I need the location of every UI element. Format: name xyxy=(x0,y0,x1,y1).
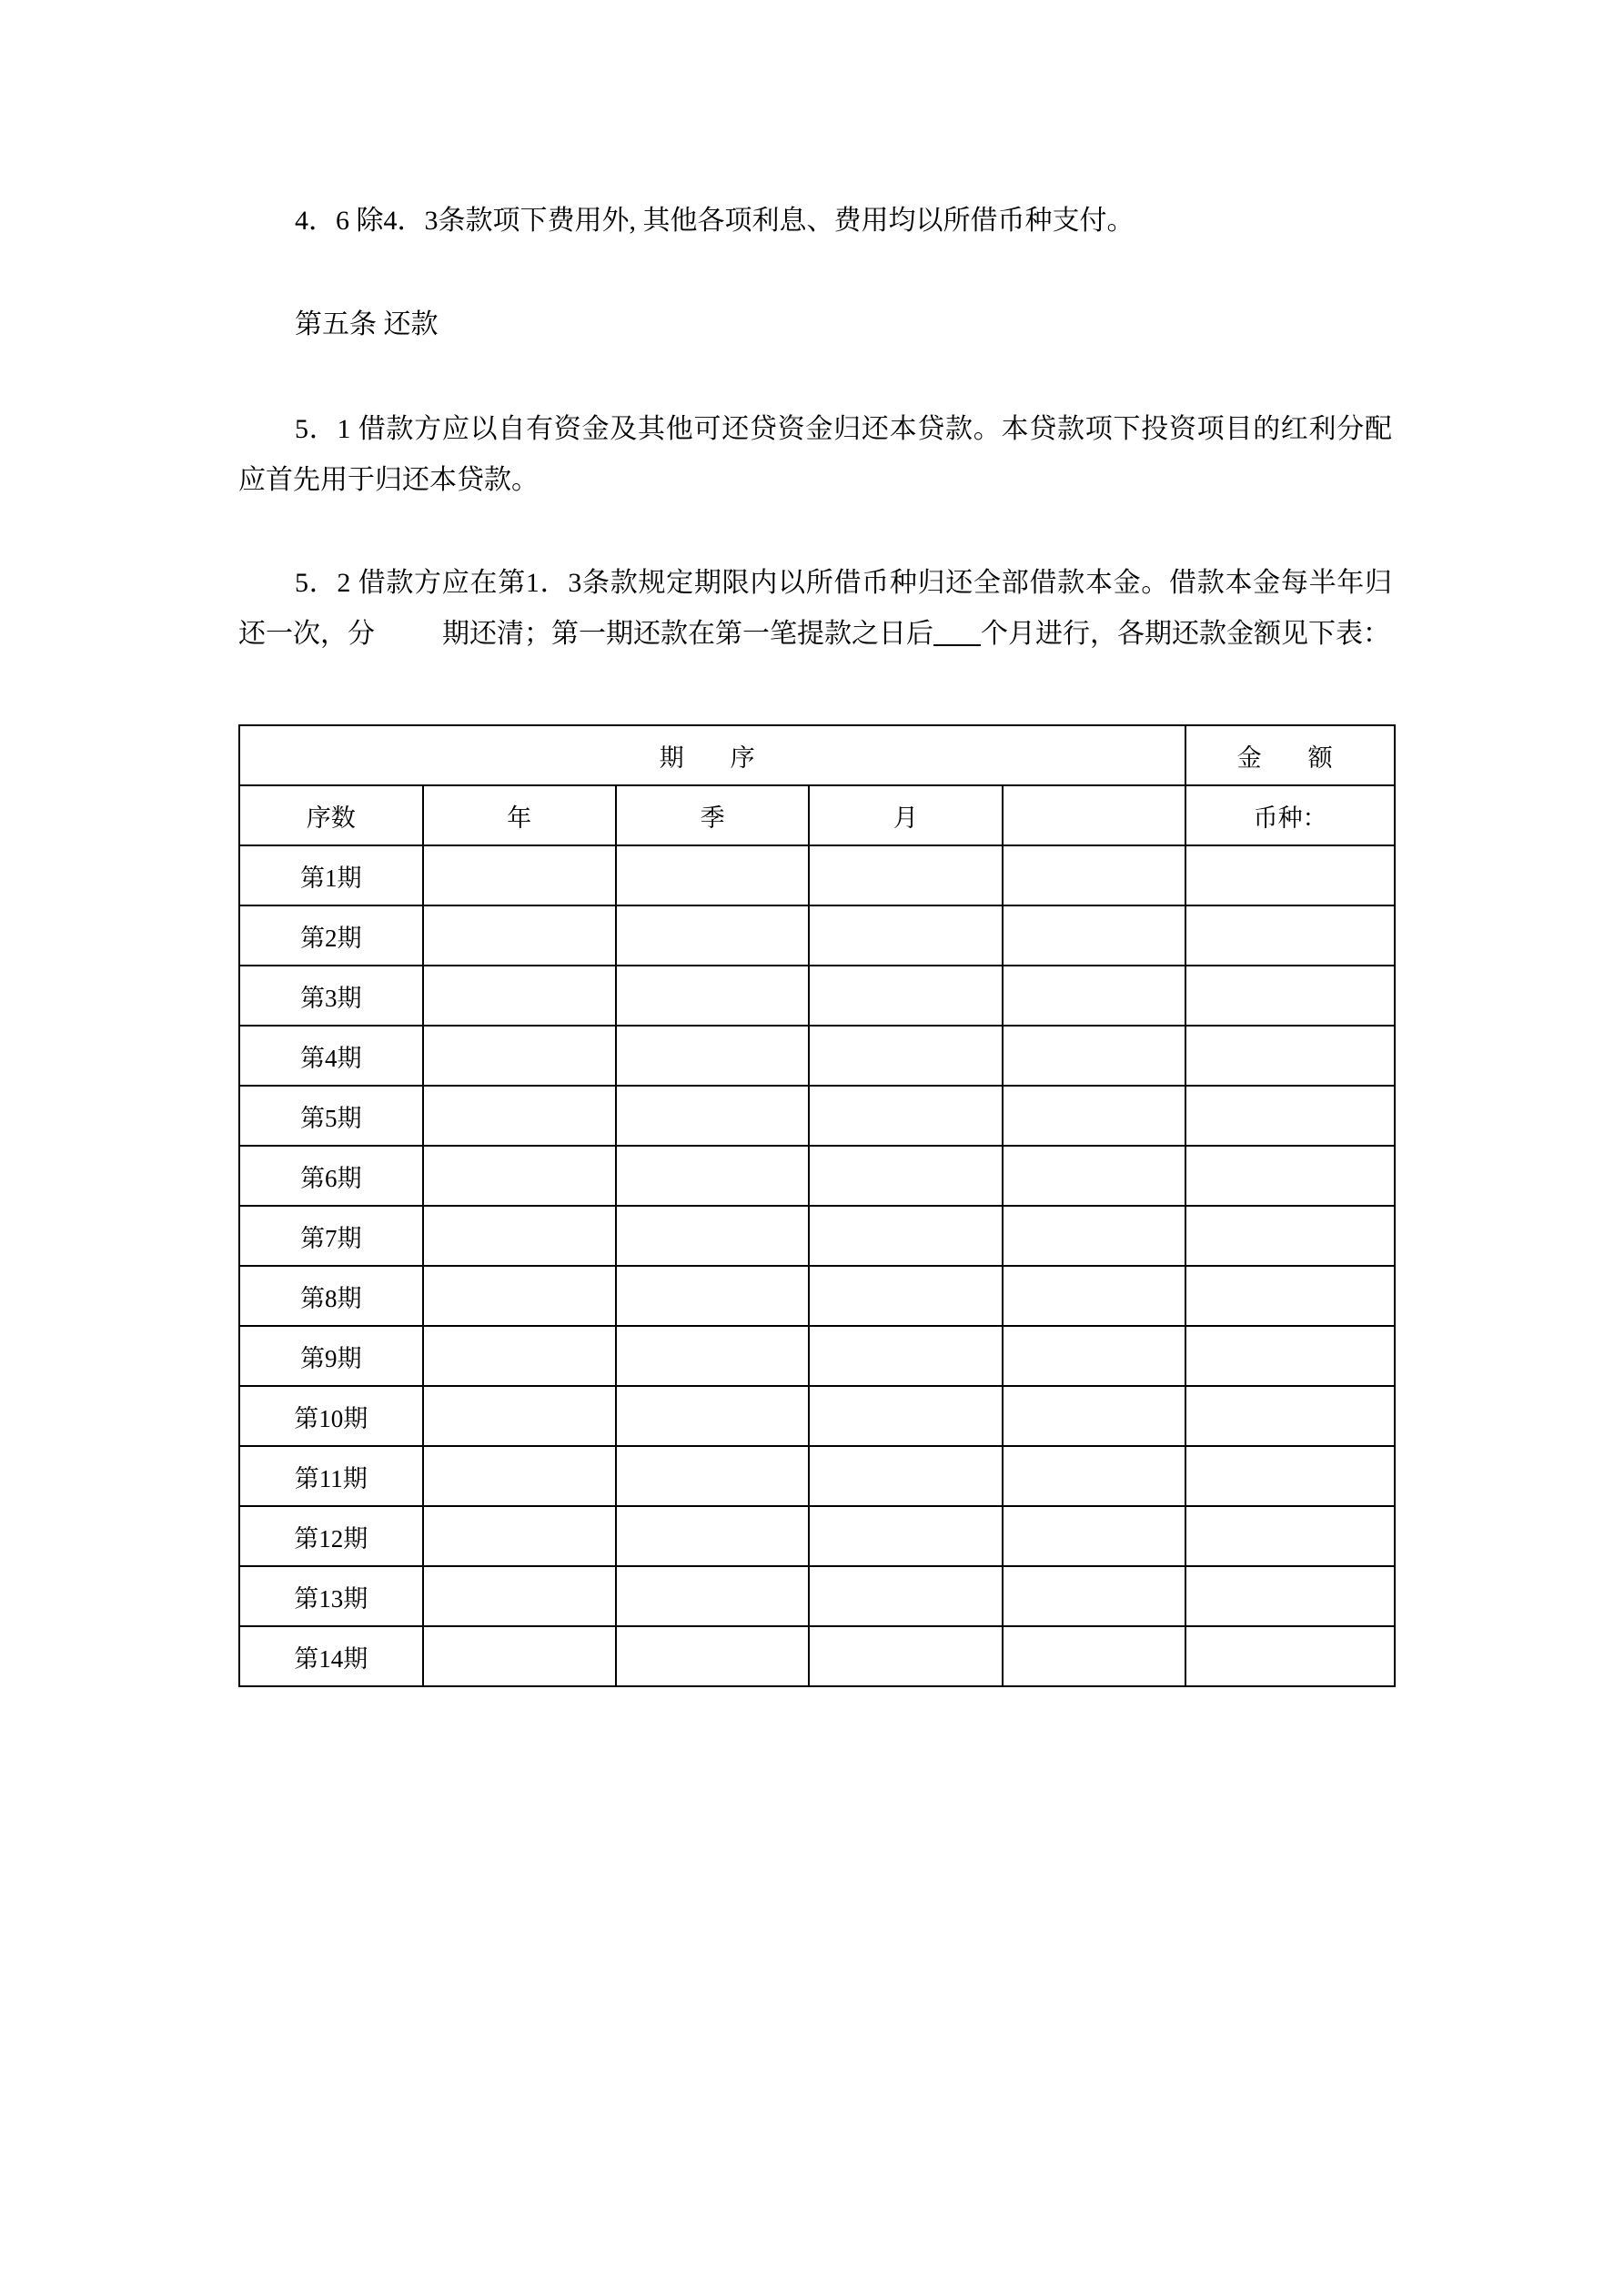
table-row xyxy=(239,1206,1395,1266)
cell-amount[interactable] xyxy=(1185,966,1395,1026)
cell-year[interactable] xyxy=(423,1206,616,1266)
clause-5-2-part2: 期还清；第一期还款在第一笔提款之日后 xyxy=(442,618,933,649)
repayment-schedule-table xyxy=(238,724,1396,1687)
cell-quarter[interactable] xyxy=(616,1566,809,1626)
cell-month[interactable] xyxy=(809,1506,1002,1566)
cell-amount[interactable] xyxy=(1185,1626,1395,1686)
cell-amount[interactable] xyxy=(1185,1086,1395,1146)
row-label: 第5期 xyxy=(239,1086,423,1146)
cell-amount[interactable] xyxy=(1185,1146,1395,1206)
cell-amount[interactable] xyxy=(1185,1566,1395,1626)
cell-year[interactable] xyxy=(423,1146,616,1206)
cell-year[interactable] xyxy=(423,1326,616,1386)
table-row xyxy=(239,1446,1395,1506)
spacer-after-heading xyxy=(238,349,1392,404)
cell-quarter[interactable] xyxy=(616,1626,809,1686)
row-label: 第4期 xyxy=(239,1026,423,1086)
cell-month[interactable] xyxy=(809,1206,1002,1266)
cell-year[interactable] xyxy=(423,966,616,1026)
cell-year[interactable] xyxy=(423,1566,616,1626)
table-row xyxy=(239,966,1395,1026)
blank-fill-months[interactable] xyxy=(933,644,981,646)
table-header-row-top xyxy=(239,725,1395,785)
table-row xyxy=(239,905,1395,966)
cell-quarter[interactable] xyxy=(616,1386,809,1446)
cell-quarter[interactable] xyxy=(616,845,809,905)
table-title-period: 期 序 xyxy=(239,725,1185,785)
cell-extra[interactable] xyxy=(1003,845,1186,905)
table-row xyxy=(239,1626,1395,1686)
column-header-quarter: 季 xyxy=(616,785,809,845)
cell-extra[interactable] xyxy=(1003,1086,1186,1146)
cell-extra[interactable] xyxy=(1003,905,1186,966)
cell-year[interactable] xyxy=(423,905,616,966)
row-label: 第13期 xyxy=(239,1566,423,1626)
table-row xyxy=(239,1506,1395,1566)
row-label: 第1期 xyxy=(239,845,423,905)
column-header-year: 年 xyxy=(423,785,616,845)
table-row xyxy=(239,1026,1395,1086)
table-row xyxy=(239,1566,1395,1626)
cell-amount[interactable] xyxy=(1185,1266,1395,1326)
cell-quarter[interactable] xyxy=(616,1326,809,1386)
cell-month[interactable] xyxy=(809,1266,1002,1326)
cell-extra[interactable] xyxy=(1003,966,1186,1026)
cell-extra[interactable] xyxy=(1003,1326,1186,1386)
cell-month[interactable] xyxy=(809,1026,1002,1086)
cell-amount[interactable] xyxy=(1185,1026,1395,1086)
table-row xyxy=(239,845,1395,905)
clause-5-2-part1: 5．2 借款方应在第1．3条款规定期限内以所借币种归还全部借款本金。借款本金每半年归还一次，分 xyxy=(238,568,1392,649)
cell-month[interactable] xyxy=(809,1446,1002,1506)
clause-5-1: 5．1 借款方应以自有资金及其他可还贷资金归还本贷款。本贷款项下投资项目的红利分配应首先用于归还本贷款。 xyxy=(238,414,1392,495)
cell-amount[interactable] xyxy=(1185,905,1395,966)
table-header-row-columns xyxy=(239,785,1395,845)
cell-month[interactable] xyxy=(809,1146,1002,1206)
cell-month[interactable] xyxy=(809,1566,1002,1626)
column-header-index: 序数 xyxy=(239,785,423,845)
cell-month[interactable] xyxy=(809,1086,1002,1146)
column-header-currency: 币种： xyxy=(1185,785,1395,845)
row-label: 第10期 xyxy=(239,1386,423,1446)
table-title-amount: 金 额 xyxy=(1185,725,1395,785)
cell-quarter[interactable] xyxy=(616,1026,809,1086)
cell-extra[interactable] xyxy=(1003,1026,1186,1086)
cell-amount[interactable] xyxy=(1185,1506,1395,1566)
row-label: 第2期 xyxy=(239,905,423,966)
cell-quarter[interactable] xyxy=(616,1206,809,1266)
table-row xyxy=(239,1326,1395,1386)
cell-year[interactable] xyxy=(423,1266,616,1326)
cell-month[interactable] xyxy=(809,1386,1002,1446)
table-row xyxy=(239,1266,1395,1326)
row-label: 第11期 xyxy=(239,1446,423,1506)
cell-extra[interactable] xyxy=(1003,1566,1186,1626)
cell-month[interactable] xyxy=(809,845,1002,905)
cell-month[interactable] xyxy=(809,966,1002,1026)
cell-quarter[interactable] xyxy=(616,966,809,1026)
cell-extra[interactable] xyxy=(1003,1446,1186,1506)
clause-5-2-part3: 个月进行，各期还款金额见下表： xyxy=(981,618,1390,649)
cell-amount[interactable] xyxy=(1185,1446,1395,1506)
row-label: 第8期 xyxy=(239,1266,423,1326)
row-label: 第14期 xyxy=(239,1626,423,1686)
cell-quarter[interactable] xyxy=(616,905,809,966)
cell-quarter[interactable] xyxy=(616,1446,809,1506)
cell-amount[interactable] xyxy=(1185,1386,1395,1446)
cell-extra[interactable] xyxy=(1003,1626,1186,1686)
cell-year[interactable] xyxy=(423,1446,616,1506)
row-label: 第6期 xyxy=(239,1146,423,1206)
cell-month[interactable] xyxy=(809,1626,1002,1686)
row-label: 第12期 xyxy=(239,1506,423,1566)
row-label: 第7期 xyxy=(239,1206,423,1266)
cell-year[interactable] xyxy=(423,1026,616,1086)
spacer-after-4-6 xyxy=(238,247,1392,299)
clause-4-6: 4．6 除4．3条款项下费用外, 其他各项利息、费用均以所借币种支付。 xyxy=(295,206,1135,236)
cell-year[interactable] xyxy=(423,1626,616,1686)
column-header-month: 月 xyxy=(809,785,1002,845)
cell-amount[interactable] xyxy=(1185,1206,1395,1266)
cell-year[interactable] xyxy=(423,1086,616,1146)
spacer-before-table xyxy=(238,659,1392,724)
section-5-heading: 第五条 还款 xyxy=(295,308,439,339)
cell-extra[interactable] xyxy=(1003,1266,1186,1326)
clause-5-2 xyxy=(238,558,1392,659)
cell-extra[interactable] xyxy=(1003,1206,1186,1266)
table-row xyxy=(239,1386,1395,1446)
cell-extra[interactable] xyxy=(1003,1146,1186,1206)
spacer-after-5-1 xyxy=(238,505,1392,558)
cell-extra[interactable] xyxy=(1003,1386,1186,1446)
table-row xyxy=(239,1146,1395,1206)
cell-amount[interactable] xyxy=(1185,1326,1395,1386)
cell-quarter[interactable] xyxy=(616,1146,809,1206)
cell-month[interactable] xyxy=(809,905,1002,966)
cell-quarter[interactable] xyxy=(616,1086,809,1146)
cell-quarter[interactable] xyxy=(616,1266,809,1326)
cell-year[interactable] xyxy=(423,1506,616,1566)
top-spacer xyxy=(238,0,1392,196)
cell-year[interactable] xyxy=(423,1386,616,1446)
cell-quarter[interactable] xyxy=(616,1506,809,1566)
cell-year[interactable] xyxy=(423,845,616,905)
column-header-extra xyxy=(1003,785,1186,845)
cell-amount[interactable] xyxy=(1185,845,1395,905)
cell-month[interactable] xyxy=(809,1326,1002,1386)
row-label: 第3期 xyxy=(239,966,423,1026)
table-row xyxy=(239,1086,1395,1146)
cell-extra[interactable] xyxy=(1003,1506,1186,1566)
row-label: 第9期 xyxy=(239,1326,423,1386)
